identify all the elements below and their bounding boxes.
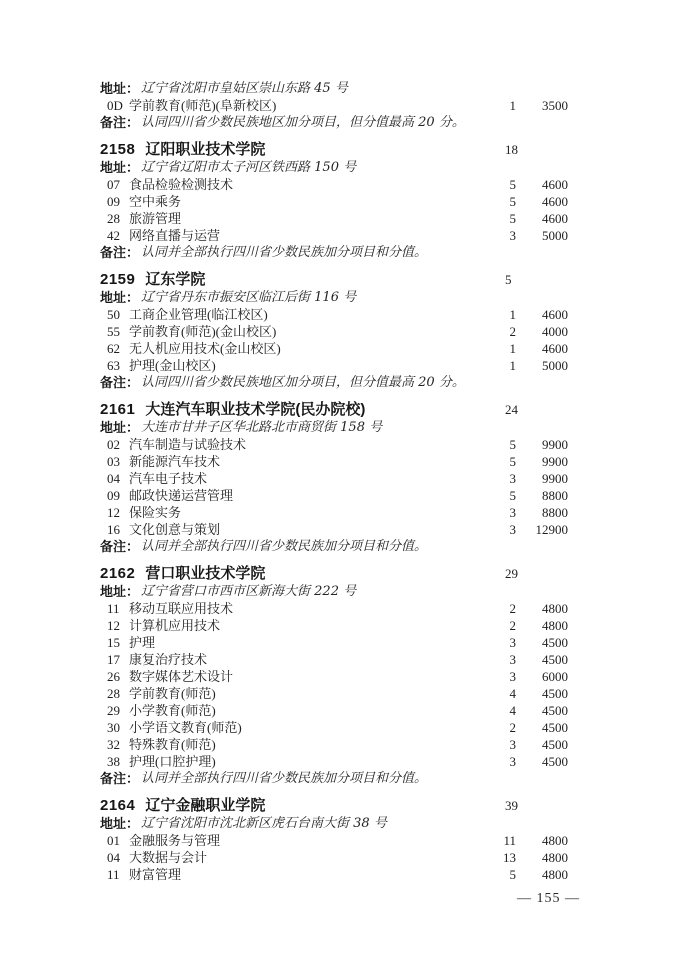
college-block <box>100 140 568 261</box>
course-name: 文化创意与策划 <box>129 522 221 537</box>
course-quota: 3 <box>509 505 516 520</box>
college-code: 2159 <box>100 271 136 288</box>
course-code: 0D <box>107 98 123 113</box>
course-row <box>100 866 568 883</box>
college-title <box>100 400 505 419</box>
course-tuition: 4500 <box>542 720 568 735</box>
remark-text: 认同四川省少数民族地区加分项目，但分值最高 20 分。 <box>141 115 465 130</box>
college-total-quota: 18 <box>505 142 518 157</box>
course-tuition: 8800 <box>542 488 568 503</box>
course-name: 学前教育(师范) <box>129 686 216 701</box>
course-quota: 5 <box>509 867 516 882</box>
course-code: 32 <box>107 737 120 752</box>
course-quota: 5 <box>509 454 516 469</box>
course-name: 移动互联应用技术 <box>129 601 234 616</box>
college-address: 辽宁省营口市西市区新海大街 222 号 <box>141 584 357 599</box>
course-tuition: 12900 <box>535 522 568 537</box>
course-row <box>100 227 568 244</box>
address-row <box>100 815 568 832</box>
college-code: 2164 <box>100 797 136 814</box>
college-header <box>100 564 568 583</box>
address-label: 地址： <box>100 420 140 435</box>
college-address: 辽宁省沈阳市皇姑区崇山东路 45 号 <box>141 81 348 96</box>
address-row <box>100 583 568 600</box>
college-block <box>100 270 568 391</box>
course-name: 特殊教育(师范) <box>129 737 216 752</box>
remark-row <box>100 770 568 787</box>
remark-label: 备注： <box>100 115 140 130</box>
course-name: 大数据与会计 <box>129 850 208 865</box>
course-code: 28 <box>107 211 120 226</box>
course-quota: 3 <box>509 669 516 684</box>
course-tuition: 4600 <box>542 194 568 209</box>
course-tuition: 4500 <box>542 754 568 769</box>
course-quota: 5 <box>509 194 516 209</box>
course-code: 26 <box>107 669 120 684</box>
course-row <box>100 600 568 617</box>
address-label: 地址： <box>100 81 140 96</box>
course-row <box>100 193 568 210</box>
course-name: 计算机应用技术 <box>129 618 221 633</box>
college-title <box>100 140 505 159</box>
course-name: 汽车电子技术 <box>129 471 208 486</box>
course-tuition: 4600 <box>542 211 568 226</box>
course-row <box>100 753 568 770</box>
course-name: 邮政快递运营管理 <box>129 488 234 503</box>
course-row <box>100 436 568 453</box>
remark-label: 备注： <box>100 539 140 554</box>
partial-college-block <box>100 80 568 131</box>
course-tuition: 9900 <box>542 471 568 486</box>
course-name: 工商企业管理(临江校区) <box>129 307 268 322</box>
college-block <box>100 564 568 787</box>
course-quota: 3 <box>509 635 516 650</box>
course-code: 15 <box>107 635 120 650</box>
course-row <box>100 832 568 849</box>
course-name: 康复治疗技术 <box>129 652 208 667</box>
course-code: 63 <box>107 358 120 373</box>
college-total-quota: 24 <box>505 402 518 417</box>
course-code: 03 <box>107 454 120 469</box>
course-quota: 5 <box>509 488 516 503</box>
course-name: 护理 <box>129 635 156 650</box>
course-tuition: 4600 <box>542 307 568 322</box>
course-name: 小学语文教育(师范) <box>129 720 242 735</box>
course-quota: 1 <box>509 307 516 322</box>
course-tuition: 4500 <box>542 652 568 667</box>
college-title <box>100 270 505 289</box>
course-code: 04 <box>107 471 120 486</box>
remark-row <box>100 244 568 261</box>
course-code: 17 <box>107 652 120 667</box>
course-name: 护理(金山校区) <box>129 358 216 373</box>
course-row <box>100 470 568 487</box>
address-label: 地址： <box>100 816 140 831</box>
course-code: 09 <box>107 488 120 503</box>
course-row <box>100 685 568 702</box>
college-address: 辽宁省辽阳市太子河区铁西路 150 号 <box>141 160 357 175</box>
course-tuition: 8800 <box>542 505 568 520</box>
course-code: 11 <box>107 867 120 882</box>
course-tuition: 4800 <box>542 867 568 882</box>
course-name: 学前教育(师范)(阜新校区) <box>129 98 277 113</box>
college-header <box>100 270 568 289</box>
college-address: 辽宁省丹东市振安区临江后街 116 号 <box>141 290 357 305</box>
course-row <box>100 521 568 538</box>
course-row <box>100 719 568 736</box>
course-row <box>100 634 568 651</box>
remark-row <box>100 538 568 555</box>
college-name: 大连汽车职业技术学院(民办院校) <box>145 401 366 418</box>
course-name: 食品检验检测技术 <box>129 177 234 192</box>
course-code: 30 <box>107 720 120 735</box>
course-row <box>100 617 568 634</box>
course-tuition: 4600 <box>542 177 568 192</box>
remark-label: 备注： <box>100 245 140 260</box>
course-quota: 3 <box>509 754 516 769</box>
college-name: 营口职业技术学院 <box>145 565 266 582</box>
course-tuition: 5000 <box>542 228 568 243</box>
course-tuition: 4500 <box>542 703 568 718</box>
address-label: 地址： <box>100 160 140 175</box>
remark-row <box>100 114 568 131</box>
remark-row <box>100 374 568 391</box>
remark-text: 认同并全部执行四川省少数民族加分项目和分值。 <box>141 771 428 786</box>
course-quota: 11 <box>503 833 516 848</box>
course-row <box>100 323 568 340</box>
address-row <box>100 289 568 306</box>
course-tuition: 5000 <box>542 358 568 373</box>
course-row <box>100 340 568 357</box>
course-quota: 3 <box>509 471 516 486</box>
course-name: 护理(口腔护理) <box>129 754 216 769</box>
course-tuition: 4800 <box>542 850 568 865</box>
course-row <box>100 504 568 521</box>
remark-text: 认同并全部执行四川省少数民族加分项目和分值。 <box>141 245 428 260</box>
course-code: 09 <box>107 194 120 209</box>
remark-label: 备注： <box>100 771 140 786</box>
course-code: 11 <box>107 601 120 616</box>
course-quota: 3 <box>509 652 516 667</box>
course-code: 12 <box>107 618 120 633</box>
college-block <box>100 400 568 555</box>
college-total-quota: 39 <box>505 798 518 813</box>
college-name: 辽东学院 <box>145 271 206 288</box>
college-title <box>100 564 505 583</box>
course-quota: 3 <box>509 228 516 243</box>
course-tuition: 4600 <box>542 341 568 356</box>
course-quota: 2 <box>509 720 516 735</box>
college-header <box>100 140 568 159</box>
course-row <box>100 210 568 227</box>
course-row <box>100 357 568 374</box>
course-code: 07 <box>107 177 120 192</box>
course-tuition: 3500 <box>542 98 568 113</box>
page-number: — 155 — <box>517 891 580 906</box>
course-code: 50 <box>107 307 120 322</box>
address-row <box>100 419 568 436</box>
course-name: 新能源汽车技术 <box>129 454 221 469</box>
course-quota: 1 <box>509 98 516 113</box>
course-quota: 3 <box>509 522 516 537</box>
college-header <box>100 400 568 419</box>
course-code: 42 <box>107 228 120 243</box>
course-tuition: 6000 <box>542 669 568 684</box>
course-tuition: 9900 <box>542 454 568 469</box>
course-name: 空中乘务 <box>129 194 182 209</box>
address-label: 地址： <box>100 584 140 599</box>
course-quota: 1 <box>509 358 516 373</box>
course-code: 16 <box>107 522 120 537</box>
remark-text: 认同并全部执行四川省少数民族加分项目和分值。 <box>141 539 428 554</box>
course-row <box>100 306 568 323</box>
college-header <box>100 796 568 815</box>
course-code: 12 <box>107 505 120 520</box>
course-tuition: 4500 <box>542 635 568 650</box>
college-code: 2158 <box>100 141 136 158</box>
course-quota: 1 <box>509 341 516 356</box>
course-code: 55 <box>107 324 120 339</box>
course-code: 38 <box>107 754 120 769</box>
course-quota: 2 <box>509 601 516 616</box>
course-row <box>100 487 568 504</box>
course-code: 29 <box>107 703 120 718</box>
course-code: 28 <box>107 686 120 701</box>
course-name: 小学教育(师范) <box>129 703 216 718</box>
course-quota: 4 <box>509 686 516 701</box>
college-total-quota: 5 <box>505 272 512 287</box>
course-row <box>100 702 568 719</box>
course-row <box>100 668 568 685</box>
course-name: 财富管理 <box>129 867 182 882</box>
course-tuition: 4800 <box>542 833 568 848</box>
course-code: 04 <box>107 850 120 865</box>
college-code: 2161 <box>100 401 136 418</box>
course-name: 汽车制造与试验技术 <box>129 437 247 452</box>
page-content <box>100 80 568 883</box>
course-name: 无人机应用技术(金山校区) <box>129 341 281 356</box>
course-quota: 5 <box>509 177 516 192</box>
course-quota: 4 <box>509 703 516 718</box>
course-tuition: 4000 <box>542 324 568 339</box>
course-quota: 5 <box>509 211 516 226</box>
course-tuition: 4500 <box>542 737 568 752</box>
course-tuition: 4800 <box>542 601 568 616</box>
college-code: 2162 <box>100 565 136 582</box>
course-code: 01 <box>107 833 120 848</box>
course-row <box>100 849 568 866</box>
course-row <box>100 97 568 114</box>
course-code: 02 <box>107 437 120 452</box>
course-row <box>100 453 568 470</box>
course-tuition: 9900 <box>542 437 568 452</box>
course-tuition: 4800 <box>542 618 568 633</box>
course-name: 保险实务 <box>129 505 182 520</box>
course-name: 网络直播与运营 <box>129 228 221 243</box>
course-name: 金融服务与管理 <box>129 833 221 848</box>
course-quota: 2 <box>509 618 516 633</box>
college-name: 辽阳职业技术学院 <box>145 141 266 158</box>
address-label: 地址： <box>100 290 140 305</box>
college-address: 辽宁省沈阳市沈北新区虎石台南大街 38 号 <box>141 816 387 831</box>
address-row <box>100 159 568 176</box>
course-quota: 13 <box>503 850 516 865</box>
address-row <box>100 80 568 97</box>
college-name: 辽宁金融职业学院 <box>145 797 266 814</box>
college-total-quota: 29 <box>505 566 518 581</box>
course-quota: 3 <box>509 737 516 752</box>
course-name: 数字媒体艺术设计 <box>129 669 234 684</box>
course-name: 旅游管理 <box>129 211 182 226</box>
course-code: 62 <box>107 341 120 356</box>
college-address: 大连市甘井子区华北路北市商贸街 158 号 <box>141 420 383 435</box>
college-block <box>100 796 568 883</box>
course-row <box>100 176 568 193</box>
course-quota: 5 <box>509 437 516 452</box>
course-row <box>100 651 568 668</box>
course-tuition: 4500 <box>542 686 568 701</box>
remark-label: 备注： <box>100 375 140 390</box>
course-row <box>100 736 568 753</box>
course-quota: 2 <box>509 324 516 339</box>
college-title <box>100 796 505 815</box>
course-name: 学前教育(师范)(金山校区) <box>129 324 277 339</box>
remark-text: 认同四川省少数民族地区加分项目，但分值最高 20 分。 <box>141 375 465 390</box>
